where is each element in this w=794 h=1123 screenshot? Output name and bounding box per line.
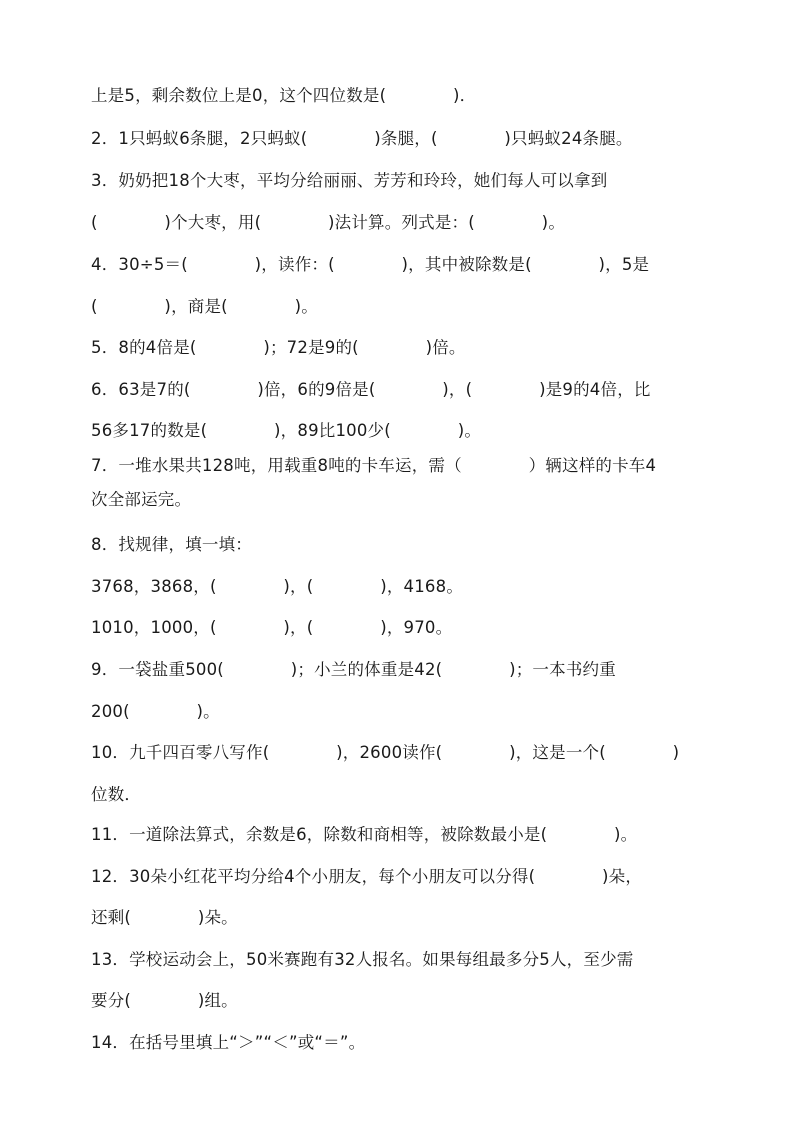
text-line: 要分( )组。 bbox=[91, 991, 238, 1010]
text-line: 56多17的数是( )，89比100少( )。 bbox=[91, 421, 482, 440]
text-line: 200( )。 bbox=[91, 702, 220, 721]
question-9: 9．一袋盐重500( )；小兰的体重是42( )；一本书约重 bbox=[91, 660, 616, 679]
question-3: 3．奶奶把18个大枣，平均分给丽丽、芳芳和玲玲，她们每人可以拿到 bbox=[91, 171, 608, 190]
question-4: 4．30÷5＝( )，读作：( )，其中被除数是( )，5是 bbox=[91, 255, 650, 274]
text-line: ( )，商是( )。 bbox=[91, 297, 318, 316]
text-line: 上是5，剩余数位上是0，这个四位数是( )． bbox=[91, 86, 477, 105]
pattern-row-2: 1010，1000，( )，( )，970。 bbox=[91, 618, 453, 637]
question-10: 10．九千四百零八写作( )，2600读作( )，这是一个( ) bbox=[91, 743, 680, 762]
text-line: 次全部运完。 bbox=[91, 490, 192, 509]
text-line: 位数． bbox=[91, 785, 142, 804]
question-11: 11．一道除法算式，余数是6，除数和商相等，被除数最小是( )。 bbox=[91, 825, 638, 844]
question-2: 2．1只蚂蚁6条腿，2只蚂蚁( )条腿，( )只蚂蚁24条腿。 bbox=[91, 129, 633, 148]
pattern-row-1: 3768，3868，( )，( )，4168。 bbox=[91, 577, 464, 596]
question-13: 13．学校运动会上，50米赛跑有32人报名。如果每组最多分5人，至少需 bbox=[91, 950, 634, 969]
text-line: 还剩( )朵。 bbox=[91, 908, 238, 927]
question-7: 7．一堆水果共128吨，用载重8吨的卡车运，需（ ）辆这样的卡车4 bbox=[91, 456, 657, 475]
text-line: ( )个大枣，用( )法计算。列式是：( )。 bbox=[91, 213, 566, 232]
question-6: 6．63是7的( )倍，6的9倍是( )，( )是9的4倍，比 bbox=[91, 380, 651, 399]
question-12: 12．30朵小红花平均分给4个小朋友，每个小朋友可以分得( )朵， bbox=[91, 867, 643, 886]
question-5: 5．8的4倍是( )；72是9的( )倍。 bbox=[91, 338, 466, 357]
question-14: 14．在括号里填上“＞”“＜”或“＝”。 bbox=[91, 1033, 366, 1052]
question-8: 8．找规律，填一填： bbox=[91, 535, 252, 554]
